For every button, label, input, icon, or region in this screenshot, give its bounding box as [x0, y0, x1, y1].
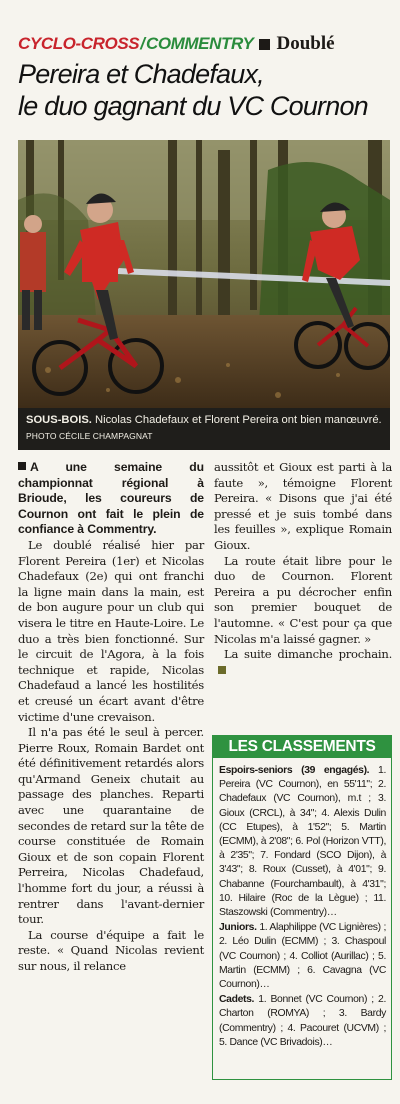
results-section	[219, 764, 386, 920]
paragraph: La route était libre pour le duo de Cournon. Florent Pereira a pu décrocher enfin son premier bouquet de l'automne. « C'est pour ça que Nicolas m'a laissé gagner. »	[214, 553, 392, 646]
square-bullet-icon	[259, 39, 270, 50]
place-label: COMMENTRY	[145, 34, 254, 53]
kicker-separator: /	[140, 34, 145, 53]
kicker	[18, 34, 386, 54]
paragraph-last	[214, 647, 392, 678]
paragraph: aussitôt et Gioux est parti à la faute », témoigne Florent Pereira. « Disons que j'ai été pressé et je suis tombé dans les feuilles », explique Romain Gioux.	[214, 460, 392, 552]
closing-text: La suite dimanche prochain.	[224, 647, 392, 662]
article-lead	[18, 460, 204, 538]
topic-label: Doublé	[276, 33, 335, 54]
cyclists-in-woods-image	[18, 140, 390, 408]
classements-title: LES CLASSEMENTS	[213, 736, 391, 758]
caption-text: Nicolas Chadefaux et Florent Pereira ont bien manœuvré.	[95, 414, 382, 426]
classements-body	[213, 758, 391, 1050]
paragraph: La course d'équipe a fait le reste. « Quand Nicolas revient sur nous, il relance	[18, 927, 204, 973]
article-lead-text: A une semaine du championnat régional à Brioude, les coureurs de Cournon ont fait le plein de confiance à Commentry.	[18, 460, 204, 537]
results-heading: Juniors.	[219, 922, 257, 934]
headline-line-2: le duo gagnant du VC Cournon	[18, 91, 368, 121]
caption-tag: SOUS-BOIS.	[26, 414, 92, 426]
article-column-1	[18, 460, 204, 975]
race-photo	[18, 140, 390, 408]
headline-line-1: Pereira et Chadefaux,	[18, 59, 264, 89]
results-text: 1. Bonnet (VC Cournon) ; 2. Charton (ROMYA) ; 3. Bardy (Commentry) ; 4. Pacouret (UCVM) ; 5. Dance (VC Brivadois)…	[219, 994, 386, 1048]
headline	[18, 58, 390, 122]
article-column-2	[214, 460, 392, 678]
results-heading: Espoirs-seniors (39 engagés).	[219, 765, 370, 776]
paragraph: Le doublé réalisé hier par Florent Pereira (1er) et Nicolas Chadefaux (2e) qui ont franchi la ligne main dans la main, est de bon augure pour un club qui visera le titre en Haute-Loire. Le duo a très bien fonctionné. Sur le circuit de l'Agora, à la fois technique et rapide, Nicolas Chadefaud a lancé les hostilités et creusé un écart avant d'être victime d'une crevaison.	[18, 537, 204, 724]
results-text: 1. Pereira (VC Cournon), en 55'11"; 2. Chadefaux (VC Cournon), m.t ; 3. Gioux (CRCL), à 34"; 4. Alexis Dulin (CC Etupes), à 1'52"; 5. Martin (ECMM), à 2'08"; 6. Pol (Horizon VTT), à 2'35"; 7. Fondard (SCO Dijon), à 3'43"; 8. Roux (Cusset), à 4'01"; 9. Chabanne (Fourchambault), à 4'31"; 10. Hilaire (Roc de la Lègue) ; 11. Staszowski (Commentry)…	[219, 765, 386, 919]
end-mark-icon	[218, 666, 226, 674]
results-section	[219, 993, 386, 1050]
results-text: 1. Alaphilippe (VC Lignières) ; 2. Léo Dulin (ECMM) ; 3. Chaspoul (VC Cournon) ; 4. Colliot (Aurillac) ; 5. Martin (ECMM) ; 6. Cavagna (VC Cournon)…	[219, 922, 386, 991]
results-heading: Cadets.	[219, 994, 255, 1006]
photo-caption	[18, 408, 390, 450]
classements-box	[212, 735, 392, 1080]
results-section	[219, 921, 386, 992]
rubric-label: CYCLO-CROSS	[18, 34, 140, 53]
paragraph: Il n'a pas été le seul à percer. Pierre Roux, Romain Bardet ont été définitivement retardés alors qu'Armand Geneix chutait au passage des planches. Reparti avec une quarantaine de secondes de retard sur la tête de course constituée de Romain Gioux et de son copain Florent Perreira, Nicolas Chadefaud, l'homme fort du jour, a réussi à rentrer dans l'avant-dernier tour.	[18, 725, 204, 927]
square-bullet-icon	[18, 462, 26, 470]
photo-credit: PHOTO CÉCILE CHAMPAGNAT	[26, 431, 153, 441]
